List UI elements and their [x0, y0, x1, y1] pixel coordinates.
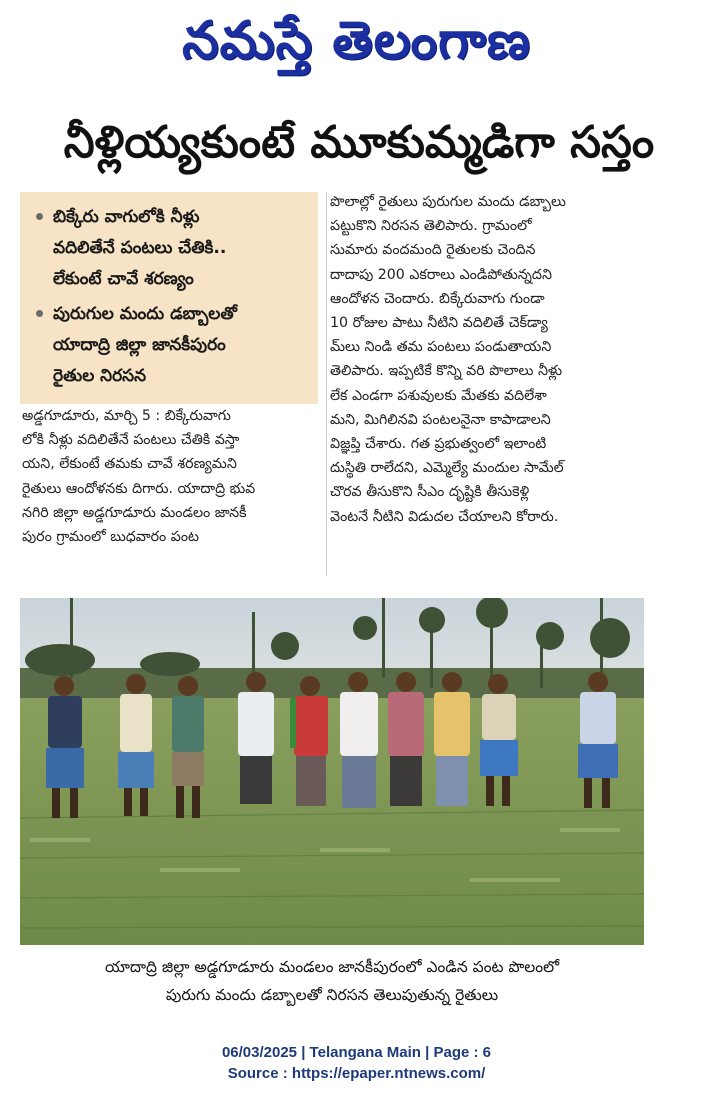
body-line: నగిరి జిల్లా అడ్డగూడూరు మండలం జానకీ	[22, 504, 247, 521]
body-column-right	[330, 190, 646, 529]
body-line: మని, మిగిలినవి పంటలనైనా కాపాడాలని	[330, 411, 551, 428]
highlight-line: లేకుంటే చావే శరణ్యం	[53, 269, 194, 289]
body-line: తెలిపారు. ఇప్పటికే కొన్ని వరి పొలాలు నీళ్లు	[330, 363, 563, 380]
highlight-item	[34, 299, 308, 392]
body-line: ఆందోళన చెందారు. బిక్కేరువాగు గుండా	[330, 290, 545, 307]
highlight-item	[34, 202, 308, 295]
body-line: దుస్థితి రాలేదని, ఎమ్మెల్యే మందుల సామేల్	[330, 460, 564, 477]
body-line: రైతులు ఆందోళనకు దిగారు. యాదాద్రి భువ	[22, 480, 256, 497]
body-line: యని, లేకుంటే తమకు చావే శరణ్యమని	[22, 456, 237, 473]
highlight-line: వదిలితేనే పంటలు చేతికి..	[53, 238, 227, 258]
highlights-box	[20, 192, 318, 404]
bullet-icon	[36, 213, 43, 220]
photo-caption	[20, 953, 644, 1009]
body-line: లేక ఎండగా పశువులకు మేతకు వదిలేశా	[330, 387, 547, 404]
farmers-protest-photo	[20, 598, 644, 945]
body-line: లోకి నీళ్లు వదిలితేనే పంటలు చేతికి వస్తా	[22, 432, 240, 449]
body-line: పొలాల్లో రైతులు పురుగుల మందు డబ్బాలు	[330, 194, 566, 210]
highlight-line: యాదాద్రి జిల్లా జానకీపురం	[53, 335, 226, 355]
body-line: దాదాపు 200 ఎకరాలు ఎండిపోతున్నదని	[330, 266, 552, 283]
bullet-icon	[36, 310, 43, 317]
source-link[interactable]: Source : https://epaper.ntnews.com/	[227, 1065, 486, 1082]
news-photo	[20, 598, 644, 945]
masthead-logo: నమస్తే తెలంగాణ	[182, 10, 531, 71]
page-footer	[0, 1042, 713, 1084]
body-line: సుమారు వందమంది రైతులకు చెందిన	[330, 242, 536, 259]
caption-line: యాదాద్రి జిల్లా అడ్డగూడూరు మండలం జానకీపురంలో ఎండిన పంట పొలంలో	[104, 958, 560, 976]
body-line: వెంటనే నీటిని విడుదల చేయాలని కోరారు.	[330, 508, 559, 525]
body-line: చొరవ తీసుకొని సీఎం దృష్టికి తీసుకెళ్లి	[330, 484, 530, 501]
article-headline: నీళ్లియ్యకుంటే మూకుమ్మడిగా సస్తం	[63, 117, 655, 168]
body-line: విజ్ఞప్తి చేశారు. గత ప్రభుత్వంలో ఇలాంటి	[330, 436, 547, 453]
body-line: మ్‌లు నిండి తమ పంటలు పండుతాయని	[330, 339, 552, 356]
edition-info: 06/03/2025 | Telangana Main | Page : 6	[221, 1044, 492, 1061]
highlight-line: రైతుల నిరసన	[53, 366, 147, 386]
caption-line: పురుగు మందు డబ్బాలతో నిరసన తెలుపుతున్న రైతులు	[165, 986, 499, 1004]
body-column-left	[22, 404, 322, 549]
highlight-line: పురుగుల మందు డబ్బాలతో	[53, 304, 237, 324]
body-line: పట్టుకొని నిరసన తెలిపారు. గ్రామంలో	[330, 218, 532, 235]
body-line: పురం గ్రామంలో బుధవారం పంట	[22, 529, 199, 546]
highlight-line: బిక్కేరు వాగులోకి నీళ్లు	[53, 207, 200, 227]
column-divider	[326, 192, 327, 576]
body-line: అడ్డగూడూరు, మార్చి 5 : బిక్కేరువాగు	[22, 408, 231, 424]
body-line: 10 రోజుల పాటు నీటిని వదిలితే చెక్‌డ్యా	[330, 315, 548, 332]
